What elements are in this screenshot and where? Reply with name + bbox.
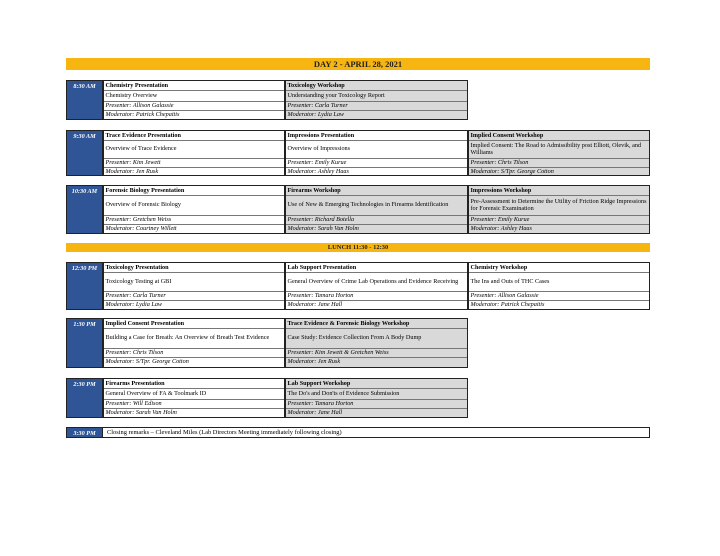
session-description: Toxicology Testing at GBI: [104, 273, 284, 292]
session-title: Implied Consent Workshop: [469, 132, 649, 141]
session-description: Overview of Impressions: [286, 141, 467, 159]
session-presenter: Presenter: Richard Botella: [286, 216, 467, 225]
session-presenter: Presenter: Carla Turner: [104, 292, 284, 301]
session-moderator: Moderator: S/Tpr. George Cotton: [470, 167, 554, 175]
session-moderator: Moderator: Jen Rusk: [105, 167, 159, 175]
day-title-banner: DAY 2 - APRIL 28, 2021: [66, 58, 650, 70]
session-description: Use of New & Emerging Technologies in Firearms Identification: [286, 196, 467, 216]
session-description: Overview of Trace Evidence: [104, 141, 284, 159]
session-presenter: Presenter: Allison Galassie: [104, 102, 284, 111]
session-moderator: Moderator: Lydia Law: [105, 300, 163, 308]
session-time: 9:30 AM: [66, 130, 103, 176]
session-cell: [285, 262, 468, 310]
session-moderator: Moderator: Jane Hall: [287, 300, 343, 308]
session-title: Firearms Presentation: [104, 380, 284, 389]
session-presenter: Presenter: Gretchen Weiss: [104, 216, 284, 225]
session-presenter: Presenter: Emily Kurue: [286, 159, 467, 168]
session-moderator: Moderator: Jane Hall: [287, 408, 343, 416]
session-cell: [103, 185, 285, 234]
session-presenter: Presenter: Will Edison: [104, 400, 284, 409]
session-cell: [285, 318, 468, 368]
session-cell: [468, 185, 650, 234]
session-cell: [285, 130, 468, 176]
session-presenter: Presenter: Tamara Horton: [286, 400, 467, 409]
session-moderator: Moderator: Patrick Chepaitis: [105, 110, 180, 118]
session-presenter: Presenter: Chris Tilson: [469, 159, 649, 168]
session-presenter: Presenter: Tamara Horton: [286, 292, 467, 301]
session-cell: [103, 130, 285, 176]
session-moderator: Moderator: Ashley Haas: [287, 167, 349, 175]
session-description: General Overview of FA & Toolmark ID: [104, 389, 284, 400]
closing-row: [66, 427, 650, 438]
session-cell: [285, 378, 468, 418]
lunch-banner: LUNCH 11:30 - 12:30: [66, 243, 650, 252]
session-moderator: Moderator: S/Tpr. George Cotton: [105, 357, 189, 365]
session-title: Chemistry Workshop: [469, 264, 649, 273]
session-time: 8:30 AM: [66, 80, 103, 120]
closing-remarks: Closing remarks – Cleveland Miles (Lab Directors Meeting immediately following closing): [107, 429, 342, 436]
session-description: Overview of Forensic Biology: [104, 196, 284, 216]
session-title: Firearms Workshop: [286, 187, 467, 196]
session-description: Implied Consent: The Road to Admissibility post Elliott, Olevik, and Williams: [469, 141, 649, 159]
session-time: 1:30 PM: [66, 318, 103, 368]
session-description: The Ins and Outs of THC Cases: [469, 273, 649, 292]
session-time: 2:30 PM: [66, 378, 103, 418]
session-title: Trace Evidence Presentation: [104, 132, 284, 141]
session-description: Pre-Assessment to Determine the Utility of Friction Ridge Impressions for Forensic Examination: [469, 196, 649, 216]
session-moderator: Moderator: Courtney Willett: [105, 224, 177, 232]
session-presenter: Presenter: Emily Kurue: [469, 216, 649, 225]
session-title: Lab Support Workshop: [286, 380, 467, 389]
session-title: Trace Evidence & Forensic Biology Workshop: [286, 320, 467, 329]
session-title: Lab Support Presentation: [286, 264, 467, 273]
session-presenter: Presenter: Kim Jewett: [104, 159, 284, 168]
session-cell: [103, 378, 285, 418]
session-moderator: Moderator: Sarah Van Holm: [287, 224, 359, 232]
session-moderator: Moderator: Sarah Van Holm: [105, 408, 177, 416]
session-presenter: Presenter: Chris Tilson: [104, 349, 284, 358]
session-time: 10:30 AM: [66, 185, 103, 234]
session-description: General Overview of Crime Lab Operations and Evidence Receiving: [286, 273, 467, 292]
session-cell: [103, 262, 285, 310]
session-description: The Do's and Don'ts of Evidence Submission: [286, 389, 467, 400]
session-moderator: Moderator: Patrick Chepaitis: [470, 300, 545, 308]
session-cell: [103, 318, 285, 368]
session-cell: [285, 185, 468, 234]
session-title: Toxicology Presentation: [104, 264, 284, 273]
session-description: Building a Case for Breath: An Overview of Breath Test Evidence: [104, 329, 284, 349]
session-description: Case Study: Evidence Collection From A Body Dump: [286, 329, 467, 349]
session-title: Chemistry Presentation: [104, 82, 284, 91]
session-description: Understanding your Toxicology Report: [286, 91, 467, 102]
session-moderator: Moderator: Ashley Haas: [470, 224, 532, 232]
session-title: Impressions Workshop: [469, 187, 649, 196]
session-time: 3:30 PM: [66, 427, 103, 438]
session-moderator: Moderator: Lydia Law: [287, 110, 345, 118]
session-title: Implied Consent Presentation: [104, 320, 284, 329]
session-cell: [468, 130, 650, 176]
session-title: Toxicology Workshop: [286, 82, 467, 91]
session-title: Impressions Presentation: [286, 132, 467, 141]
session-description: Chemistry Overview: [104, 91, 284, 102]
session-title: Forensic Biology Presentation: [104, 187, 284, 196]
session-time: 12:30 PM: [66, 262, 103, 310]
session-presenter: Presenter: Carla Turner: [286, 102, 467, 111]
session-cell: [285, 80, 468, 120]
session-presenter: Presenter: Allison Galassie: [469, 292, 649, 301]
session-presenter: Presenter: Kim Jewett & Gretchen Weiss: [286, 349, 467, 358]
session-cell: [468, 262, 650, 310]
session-cell: [103, 80, 285, 120]
session-moderator: Moderator: Jen Rusk: [287, 357, 341, 365]
